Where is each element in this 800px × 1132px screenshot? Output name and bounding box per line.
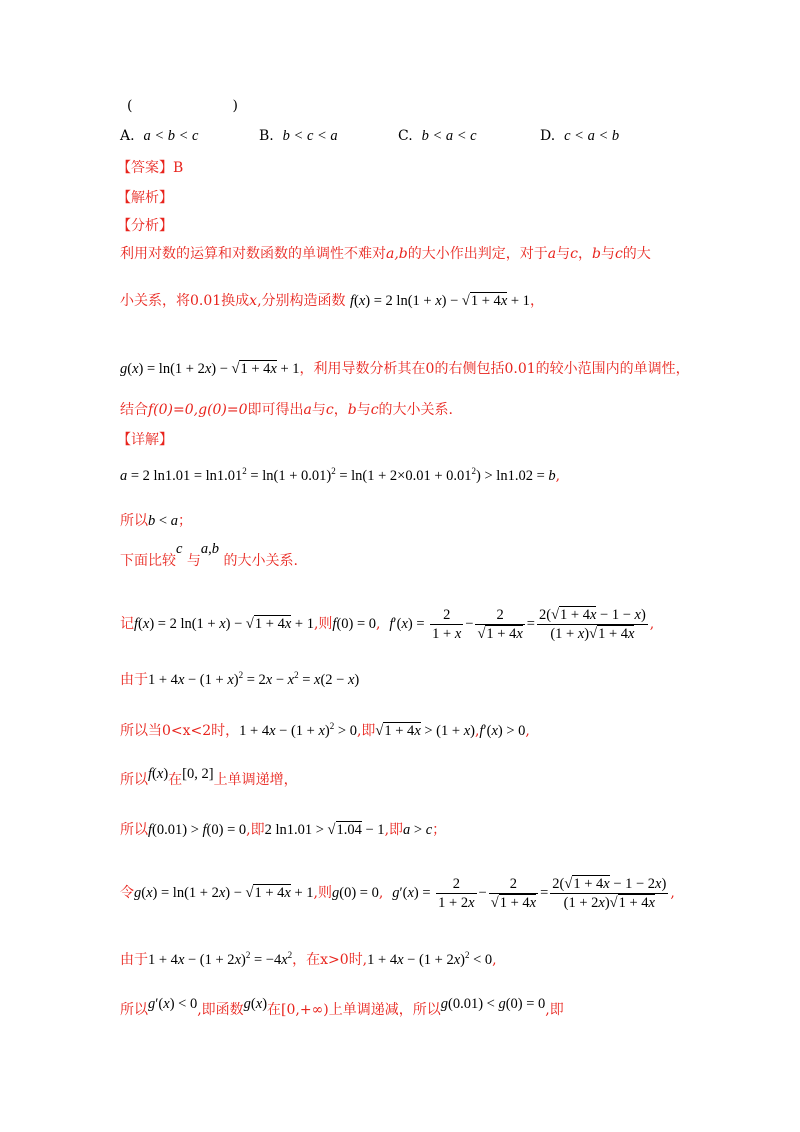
text: ，在 [292, 951, 321, 968]
fenxi-tag: 【分析】 [117, 218, 173, 234]
answer-value: B [173, 160, 184, 176]
detail-youyu-1: 由于$1 + 4x - (1 + x)^2 = 2x - x^2 = x(2 - x)$ [120, 670, 360, 688]
text: ,则 [313, 885, 332, 901]
fenxi-line-3 [120, 359, 690, 379]
option-a [120, 126, 198, 146]
option-label: B. [259, 128, 274, 144]
detail-inc-line: 所以f(x)在[0, 2]上单调递增， [120, 766, 298, 788]
text: 的大小关系. [378, 402, 453, 418]
formula-f: f(x) = 2 ln(1 + x) − √1 + 4x + 1 [349, 293, 530, 309]
text: 换成 [221, 293, 250, 309]
text: 与 [186, 553, 201, 569]
text: 结合 [120, 402, 148, 418]
text: 的大小作出判定，对于 [407, 246, 548, 262]
text: ,即 [356, 722, 376, 739]
text: 的大小关系. [223, 553, 298, 569]
detail-range-line: 所以当0<x<2时，$1 + 4x - (1 + x)^2 > 0$,即√1 + 4x > (1 + x),f′(x) > 0, [120, 721, 530, 739]
option-d [540, 126, 619, 146]
answer-tag: 【答案】 [117, 160, 173, 176]
fenxi-line-2: 小关系，将0.01换成x,分别构造函数 f(x) = 2 ln(1 + x) − √1 + 4x + 1， [120, 293, 544, 309]
bracket-close: ) [232, 98, 238, 114]
text: 的大 [622, 246, 651, 262]
detail-fx-line: 记f(x) = 2 ln(1 + x) − √1 + 4x + 1,则f(0) = 0, f′(x) = $\frac{2}{1 + x}$ − $\frac{2}{√1 + 4x}$ = $\frac{2(√1 + 4x - 1 - x)}{(1 + x)√1 + 4x}$ , [120, 606, 655, 642]
text: 0<x<2 [162, 722, 212, 739]
detail-youyu-2: 由于$1 + 4x - (1 + 2x)^2 = -4x^2$，在x>0时$,1 + 4x - (1 + 2x)^2 < 0$, [120, 950, 497, 968]
text: 即可得出 [247, 402, 304, 418]
bracket-open: ( [127, 98, 133, 114]
var: c [570, 246, 578, 262]
detail-line-2: 下面比较c 与a,b 的大小关系. [120, 541, 298, 569]
answer-line [117, 158, 183, 178]
text: 与 [556, 246, 571, 262]
text: ，利用导数分析其在 [299, 361, 426, 377]
text: 上单调递增， [213, 772, 298, 788]
text: 与 [311, 402, 326, 418]
text: 0.01 [190, 293, 222, 309]
text: ,即 [545, 1002, 564, 1018]
text: 在 [267, 1002, 282, 1018]
text: 记 [120, 616, 134, 632]
detail-dec-line: 所以g′(x) < 0,即函数g(x)在[0,+∞)上单调递减，所以g(0.01) < g(0) = 0,即 [120, 996, 564, 1018]
option-expr: c < a < b [564, 128, 620, 144]
detail-ac-line: 所以f(0.01) > f(0) = 0,即2 ln1.01 > √1.04 − 1,即a > c； [120, 822, 447, 838]
text: 所以 [120, 1002, 148, 1018]
detail-gx-line: 令g(x) = ln(1 + 2x) − √1 + 4x + 1,则g(0) = 0, g′(x) = $\frac{2}{1 + 2x}$ − $\frac{2}{√1 + 4x}$ = $\frac{2(√1 + 4x - 1 - 2x)}{(1 + 2x)√1 + 4x}$ , [120, 875, 675, 911]
text: 时, [348, 951, 368, 968]
var: c [614, 246, 623, 262]
option-label: A. [120, 128, 135, 144]
text: 上单调递减，所以 [328, 1002, 441, 1018]
analysis-tag: 【解析】 [117, 190, 173, 206]
text: ， [577, 246, 592, 262]
var: x [249, 293, 258, 309]
text: 所以 [120, 822, 148, 838]
text: ,即函数 [197, 1002, 244, 1018]
text: 在 [168, 772, 183, 788]
var: b [591, 246, 601, 262]
text: ,即 [246, 822, 265, 838]
text: ， [333, 402, 348, 418]
text: 的右侧包括 [434, 361, 505, 377]
text: ,即 [384, 822, 404, 838]
option-label: C. [398, 128, 413, 144]
text: ,则 [313, 616, 333, 632]
var: f(0)=0,g(0)=0 [148, 402, 248, 418]
answer-bracket [127, 96, 238, 116]
option-label: D. [540, 128, 556, 144]
text: 由于 [120, 671, 148, 688]
option-expr: b < a < c [421, 128, 477, 144]
text: x>0 [320, 951, 349, 968]
var: a [303, 402, 312, 418]
text: [0,+∞) [281, 1002, 329, 1018]
text: 下面比较 [120, 553, 176, 569]
text: 时， [211, 722, 240, 739]
option-c [398, 126, 477, 146]
formula-g: g(x) = ln(1 + 2x) − √1 + 4x + 1 [120, 361, 300, 377]
text: 0 [425, 361, 435, 377]
text: 0.01 [504, 361, 536, 377]
text: 利用对数的运算和对数函数的单调性不难对 [120, 246, 386, 262]
text: 所以 [120, 513, 148, 529]
text: 令 [120, 885, 134, 901]
var: c [325, 402, 334, 418]
text: 小关系，将 [120, 293, 190, 309]
text: 与 [356, 402, 371, 418]
text: 所以 [120, 772, 148, 788]
text: ； [177, 513, 192, 529]
fenxi-line-4 [120, 400, 453, 420]
option-expr: a < b < c [143, 128, 199, 144]
option-b [259, 126, 338, 146]
var: a,b [386, 246, 408, 262]
formula-a: a = 2 $\ln 1.01 = \ln 1.01^2 = \ln(1 + 0.01)^2 = \ln(1 + 2\times 0.01 + 0.01^2) > \ln 1.02 = b$, [120, 466, 561, 484]
var: c [370, 402, 379, 418]
text: ,分别构造函数 [257, 293, 346, 309]
option-expr: b < c < a [282, 128, 338, 144]
detail-tag: 【详解】 [117, 432, 173, 448]
text: 的较小范围内的单调性， [535, 361, 690, 377]
text: 与 [600, 246, 615, 262]
detail-line-1: 所以b < a； [120, 513, 192, 529]
var: a [547, 246, 557, 262]
fenxi-line-1 [120, 244, 651, 264]
text: 由于 [120, 951, 148, 968]
text: 所以当 [120, 722, 162, 739]
var: b [347, 402, 357, 418]
